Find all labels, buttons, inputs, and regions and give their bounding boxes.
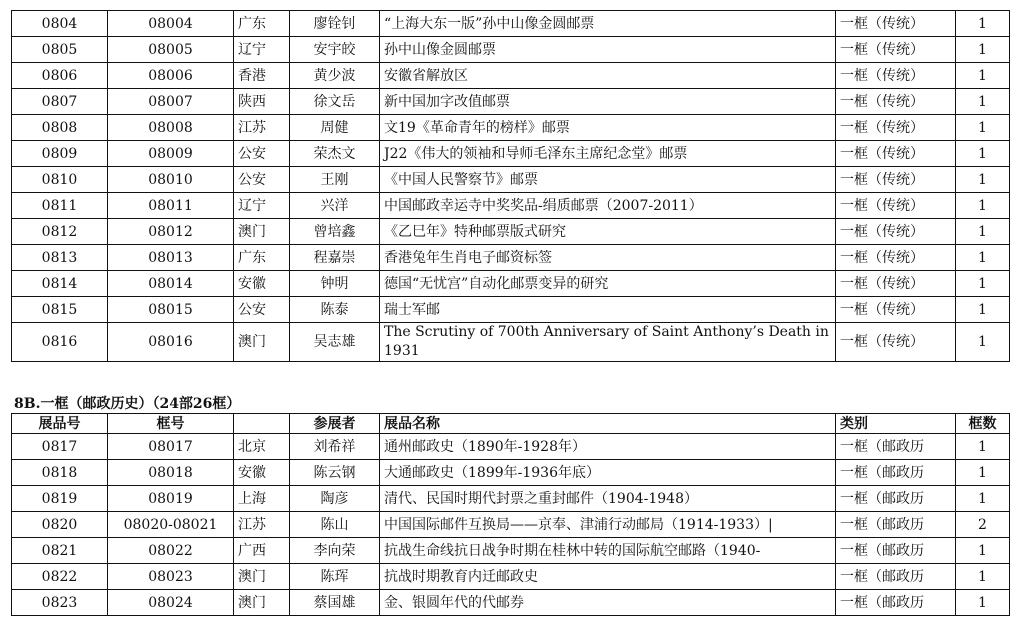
frame-count-cell: 1 <box>956 193 1010 219</box>
exhibitor-cell: 钟明 <box>290 271 380 297</box>
exhibitor-cell: 吴志雄 <box>290 323 380 362</box>
exhibitor-cell: 蔡国雄 <box>290 590 380 616</box>
exhibit-table-traditional <box>11 10 1010 362</box>
category-cell: 一框（邮政历 <box>836 486 956 512</box>
exhibit-title-cell: 抗战时期教育内迁邮政史 <box>380 564 836 590</box>
frame-no-cell: 08019 <box>108 486 234 512</box>
table-row <box>12 115 1010 141</box>
category-cell: 一框（邮政历 <box>836 460 956 486</box>
exhibit-no-cell: 0817 <box>12 434 108 460</box>
exhibit-no-cell: 0804 <box>12 11 108 37</box>
category-cell: 一框（传统） <box>836 323 956 362</box>
frame-count-cell: 1 <box>956 11 1010 37</box>
header-category: 类别 <box>836 414 956 434</box>
table-row <box>12 486 1010 512</box>
region-cell: 江苏 <box>234 115 290 141</box>
frame-count-cell: 1 <box>956 564 1010 590</box>
table-row <box>12 245 1010 271</box>
frame-no-cell: 08005 <box>108 37 234 63</box>
frame-count-cell: 1 <box>956 115 1010 141</box>
exhibit-title-cell: 德国“无忧宫”自动化邮票变异的研究 <box>380 271 836 297</box>
exhibitor-cell: 王刚 <box>290 167 380 193</box>
exhibitor-cell: 黄少波 <box>290 63 380 89</box>
frame-count-cell: 1 <box>956 538 1010 564</box>
exhibitor-cell: 陈山 <box>290 512 380 538</box>
region-cell: 陕西 <box>234 89 290 115</box>
frame-no-cell: 08014 <box>108 271 234 297</box>
frame-no-cell: 08017 <box>108 434 234 460</box>
region-cell: 澳门 <box>234 564 290 590</box>
frame-count-cell: 1 <box>956 460 1010 486</box>
table-row <box>12 63 1010 89</box>
category-cell: 一框（邮政历 <box>836 590 956 616</box>
exhibitor-cell: 陶彦 <box>290 486 380 512</box>
frame-no-cell: 08022 <box>108 538 234 564</box>
exhibit-title-cell: 大通邮政史（1899年-1936年底） <box>380 460 836 486</box>
exhibit-title-cell: The Scrutiny of 700th Anniversary of Saint Anthony’s Death in 1931 <box>380 323 836 362</box>
table-row <box>12 37 1010 63</box>
exhibit-title-cell: 清代、民国时期代封票之重封邮件（1904-1948） <box>380 486 836 512</box>
exhibit-title-cell: 《乙巳年》特种邮票版式研究 <box>380 219 836 245</box>
region-cell: 澳门 <box>234 590 290 616</box>
exhibit-no-cell: 0821 <box>12 538 108 564</box>
frame-count-cell: 1 <box>956 167 1010 193</box>
category-cell: 一框（传统） <box>836 115 956 141</box>
exhibit-title-cell: 通州邮政史（1890年-1928年） <box>380 434 836 460</box>
exhibit-table-postal-history <box>11 413 1010 616</box>
table-row <box>12 590 1010 616</box>
frame-no-cell: 08013 <box>108 245 234 271</box>
exhibit-title-cell: J22《伟大的领袖和导师毛泽东主席纪念堂》邮票 <box>380 141 836 167</box>
exhibit-no-cell: 0819 <box>12 486 108 512</box>
header-exhibit-title: 展品名称 <box>380 414 836 434</box>
exhibitor-cell: 陈云钢 <box>290 460 380 486</box>
table-row <box>12 512 1010 538</box>
exhibitor-cell: 陈珲 <box>290 564 380 590</box>
exhibitor-cell: 陈泰 <box>290 297 380 323</box>
frame-no-cell: 08010 <box>108 167 234 193</box>
frame-count-cell: 1 <box>956 219 1010 245</box>
table-row <box>12 89 1010 115</box>
table-row <box>12 271 1010 297</box>
exhibit-no-cell: 0807 <box>12 89 108 115</box>
frame-no-cell: 08008 <box>108 115 234 141</box>
exhibit-no-cell: 0816 <box>12 323 108 362</box>
frame-count-cell: 2 <box>956 512 1010 538</box>
frame-no-cell: 08012 <box>108 219 234 245</box>
exhibit-no-cell: 0811 <box>12 193 108 219</box>
exhibitor-cell: 程嘉崇 <box>290 245 380 271</box>
frame-no-cell: 08024 <box>108 590 234 616</box>
exhibit-no-cell: 0815 <box>12 297 108 323</box>
category-cell: 一框（传统） <box>836 271 956 297</box>
region-cell: 广西 <box>234 538 290 564</box>
exhibit-title-cell: 中国邮政幸运寺中奖奖品-绢质邮票（2007-2011） <box>380 193 836 219</box>
frame-no-cell: 08015 <box>108 297 234 323</box>
exhibitor-cell: 荣杰文 <box>290 141 380 167</box>
category-cell: 一框（传统） <box>836 11 956 37</box>
exhibit-title-cell: 中国国际邮件互换局——京奉、津浦行动邮局（1914-1933）| <box>380 512 836 538</box>
category-cell: 一框（传统） <box>836 219 956 245</box>
header-exhibit-no: 展品号 <box>12 414 108 434</box>
exhibit-no-cell: 0805 <box>12 37 108 63</box>
exhibit-no-cell: 0818 <box>12 460 108 486</box>
category-cell: 一框（邮政历 <box>836 564 956 590</box>
frame-no-cell: 08006 <box>108 63 234 89</box>
header-frame-count: 框数 <box>956 414 1010 434</box>
exhibit-title-cell: 《中国人民警察节》邮票 <box>380 167 836 193</box>
section-title: 8B.一框（邮政历史）（24部26框） <box>14 396 241 412</box>
region-cell: 公安 <box>234 297 290 323</box>
exhibit-no-cell: 0813 <box>12 245 108 271</box>
region-cell: 辽宁 <box>234 193 290 219</box>
frame-count-cell: 1 <box>956 63 1010 89</box>
frame-no-cell: 08018 <box>108 460 234 486</box>
exhibit-no-cell: 0810 <box>12 167 108 193</box>
region-cell: 澳门 <box>234 219 290 245</box>
frame-count-cell: 1 <box>956 590 1010 616</box>
region-cell: 广东 <box>234 11 290 37</box>
exhibitor-cell: 廖铨钊 <box>290 11 380 37</box>
category-cell: 一框（传统） <box>836 193 956 219</box>
exhibit-no-cell: 0806 <box>12 63 108 89</box>
frame-count-cell: 1 <box>956 245 1010 271</box>
frame-count-cell: 1 <box>956 37 1010 63</box>
frame-count-cell: 1 <box>956 434 1010 460</box>
exhibitor-cell: 兴洋 <box>290 193 380 219</box>
table-row <box>12 219 1010 245</box>
frame-count-cell: 1 <box>956 486 1010 512</box>
category-cell: 一框（传统） <box>836 89 956 115</box>
exhibit-no-cell: 0814 <box>12 271 108 297</box>
region-cell: 辽宁 <box>234 37 290 63</box>
exhibitor-cell: 刘希祥 <box>290 434 380 460</box>
category-cell: 一框（邮政历 <box>836 512 956 538</box>
exhibitor-cell: 曾培鑫 <box>290 219 380 245</box>
category-cell: 一框（传统） <box>836 167 956 193</box>
table-row <box>12 434 1010 460</box>
frame-count-cell: 1 <box>956 141 1010 167</box>
table-row <box>12 538 1010 564</box>
region-cell: 广东 <box>234 245 290 271</box>
category-cell: 一框（传统） <box>836 245 956 271</box>
header-region <box>234 414 290 434</box>
region-cell: 香港 <box>234 63 290 89</box>
table-header-row <box>12 414 1010 434</box>
exhibitor-cell: 安宇皎 <box>290 37 380 63</box>
exhibit-no-cell: 0809 <box>12 141 108 167</box>
table-row <box>12 193 1010 219</box>
category-cell: 一框（传统） <box>836 141 956 167</box>
exhibit-title-cell: 金、银圆年代的代邮券 <box>380 590 836 616</box>
exhibitor-cell: 李向荣 <box>290 538 380 564</box>
exhibit-title-cell: 瑞士军邮 <box>380 297 836 323</box>
region-cell: 北京 <box>234 434 290 460</box>
exhibit-no-cell: 0820 <box>12 512 108 538</box>
exhibit-title-cell: “上海大东一版”孙中山像金圆邮票 <box>380 11 836 37</box>
table-row <box>12 460 1010 486</box>
exhibit-title-cell: 安徽省解放区 <box>380 63 836 89</box>
table-row <box>12 167 1010 193</box>
header-exhibitor: 参展者 <box>290 414 380 434</box>
region-cell: 安徽 <box>234 460 290 486</box>
exhibit-title-cell: 新中国加字改值邮票 <box>380 89 836 115</box>
region-cell: 公安 <box>234 167 290 193</box>
category-cell: 一框（邮政历 <box>836 538 956 564</box>
exhibit-no-cell: 0822 <box>12 564 108 590</box>
table-row <box>12 323 1010 362</box>
frame-no-cell: 08020-08021 <box>108 512 234 538</box>
table-row <box>12 564 1010 590</box>
region-cell: 安徽 <box>234 271 290 297</box>
exhibitor-cell: 周健 <box>290 115 380 141</box>
exhibit-title-cell: 抗战生命线抗日战争时期在桂林中转的国际航空邮路（1940- <box>380 538 836 564</box>
frame-count-cell: 1 <box>956 323 1010 362</box>
frame-no-cell: 08009 <box>108 141 234 167</box>
frame-count-cell: 1 <box>956 297 1010 323</box>
region-cell: 上海 <box>234 486 290 512</box>
table-row <box>12 141 1010 167</box>
frame-no-cell: 08004 <box>108 11 234 37</box>
frame-no-cell: 08023 <box>108 564 234 590</box>
exhibitor-cell: 徐文岳 <box>290 89 380 115</box>
region-cell: 澳门 <box>234 323 290 362</box>
frame-count-cell: 1 <box>956 89 1010 115</box>
exhibit-title-cell: 香港兔年生肖电子邮资标签 <box>380 245 836 271</box>
frame-no-cell: 08011 <box>108 193 234 219</box>
table-row <box>12 11 1010 37</box>
region-cell: 公安 <box>234 141 290 167</box>
category-cell: 一框（传统） <box>836 63 956 89</box>
frame-no-cell: 08007 <box>108 89 234 115</box>
frame-count-cell: 1 <box>956 271 1010 297</box>
category-cell: 一框（传统） <box>836 297 956 323</box>
table-row <box>12 297 1010 323</box>
frame-no-cell: 08016 <box>108 323 234 362</box>
category-cell: 一框（邮政历 <box>836 434 956 460</box>
category-cell: 一框（传统） <box>836 37 956 63</box>
exhibit-title-cell: 孙中山像金圆邮票 <box>380 37 836 63</box>
exhibit-no-cell: 0808 <box>12 115 108 141</box>
exhibit-no-cell: 0812 <box>12 219 108 245</box>
exhibit-no-cell: 0823 <box>12 590 108 616</box>
exhibit-title-cell: 文19《革命青年的榜样》邮票 <box>380 115 836 141</box>
region-cell: 江苏 <box>234 512 290 538</box>
header-frame-no: 框号 <box>108 414 234 434</box>
